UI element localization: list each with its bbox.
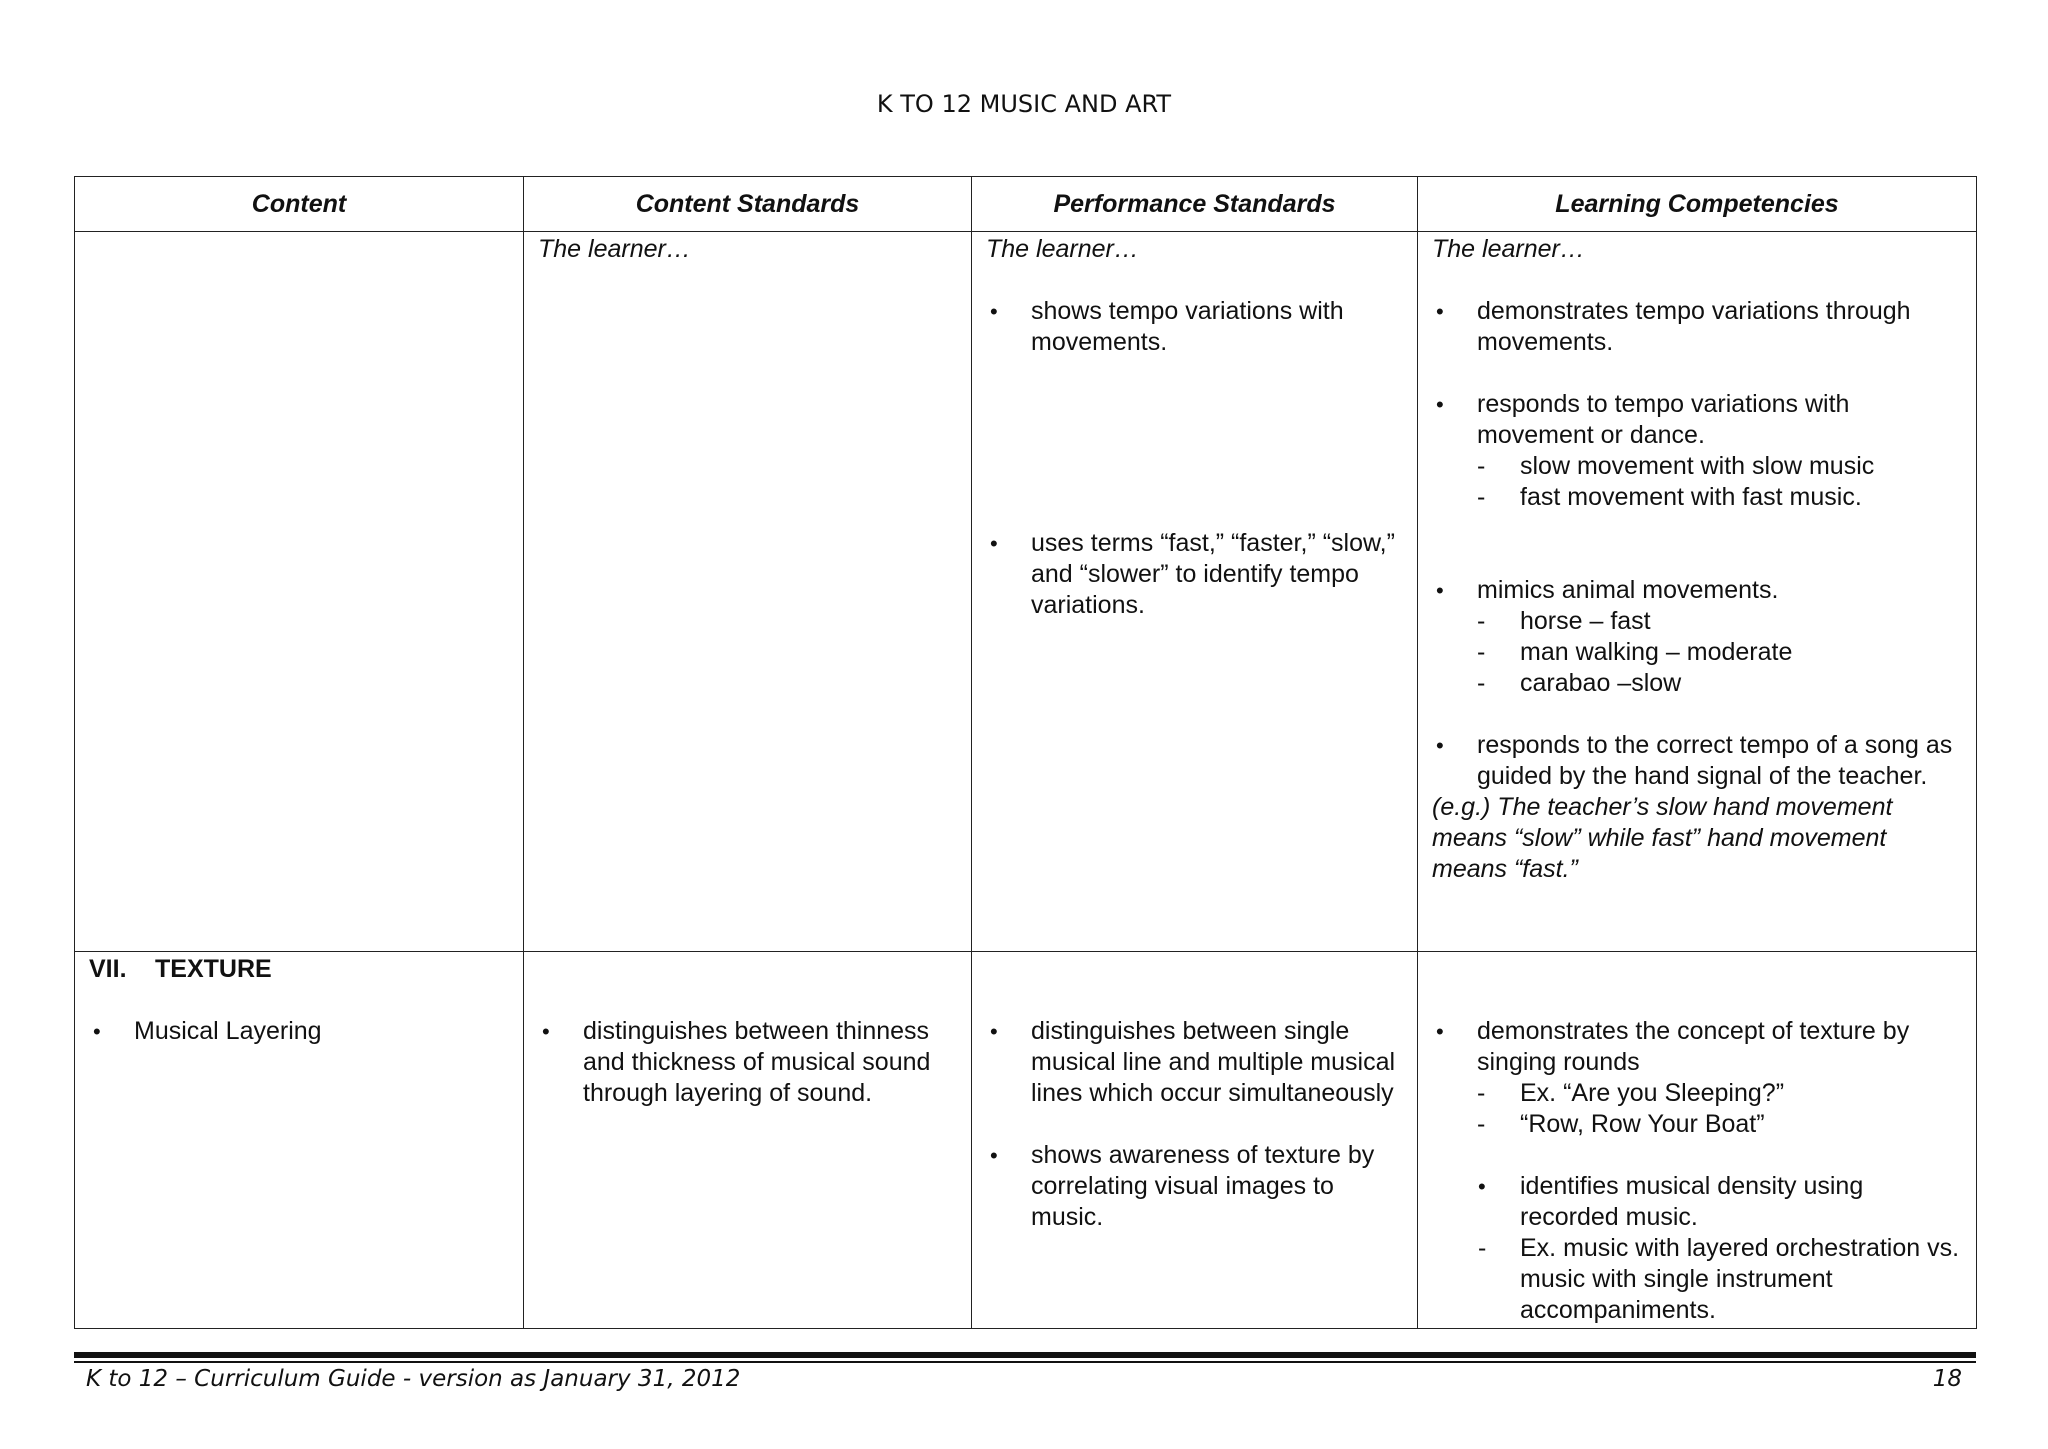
sub-item: - fast movement with fast music.: [1477, 482, 1962, 513]
performance-standards-cell: [972, 952, 1418, 1329]
learner-intro: The learner…: [1432, 235, 1585, 263]
sub-item: - “Row, Row Your Boat”: [1477, 1109, 1962, 1140]
learning-competencies-cell: [1418, 952, 1977, 1329]
page-number: 18: [1932, 1366, 1962, 1392]
competency-item: • responds to the correct tempo of a song as guided by the hand signal of the teacher.: [1432, 730, 1962, 792]
competency-item: [1432, 575, 1962, 699]
example-note: (e.g.) The teacher’s slow hand movement means “slow” while fast” hand movement means “fast.”: [1432, 793, 1893, 883]
table-row: [75, 952, 1977, 1329]
performance-item: • shows awareness of texture by correlating visual images to music.: [986, 1140, 1403, 1233]
content-standards-cell: [524, 952, 972, 1329]
learning-competencies-cell: [1418, 232, 1977, 952]
content-standards-cell: [524, 232, 972, 952]
sub-item: - Ex. music with layered orchestration vs. music with single instrument accompaniments.: [1432, 1233, 1962, 1326]
competency-text: mimics animal movements.: [1477, 576, 1779, 604]
performance-item: • distinguishes between single musical line and multiple musical lines which occur simultaneously: [986, 1016, 1403, 1109]
sub-item: - horse – fast: [1477, 606, 1962, 637]
competency-text: demonstrates the concept of texture by singing rounds: [1477, 1017, 1910, 1076]
content-cell: [75, 952, 524, 1329]
learner-intro: The learner…: [538, 235, 691, 263]
sub-item: - Ex. “Are you Sleeping?”: [1477, 1078, 1962, 1109]
content-standard-item: • distinguishes between thinness and thickness of musical sound through layering of sound.: [538, 1016, 957, 1109]
section-number: VII.: [89, 955, 127, 983]
column-header-learning-competencies: Learning Competencies: [1418, 177, 1977, 232]
performance-item: • uses terms “fast,” “faster,” “slow,” and “slower” to identify tempo variations.: [986, 528, 1403, 621]
table-header-row: [75, 177, 1977, 232]
sub-item: - slow movement with slow music: [1477, 451, 1962, 482]
column-header-content: Content: [75, 177, 524, 232]
content-item: • Musical Layering: [89, 1016, 509, 1047]
section-heading: [89, 954, 509, 985]
column-header-content-standards: Content Standards: [524, 177, 972, 232]
competency-item: • identifies musical density using recorded music.: [1432, 1171, 1962, 1233]
column-header-performance-standards: Performance Standards: [972, 177, 1418, 232]
sub-item: - man walking – moderate: [1477, 637, 1962, 668]
page-header: K TO 12 MUSIC AND ART: [876, 90, 1172, 118]
content-cell: [75, 232, 524, 952]
table-row: [75, 232, 1977, 952]
footer-version-text: K to 12 – Curriculum Guide - version as January 31, 2012: [86, 1366, 741, 1392]
competency-text: responds to tempo variations with movement or dance.: [1477, 390, 1850, 449]
competency-item: • demonstrates tempo variations through movements.: [1432, 296, 1962, 358]
competency-item: [1432, 389, 1962, 513]
performance-item: • shows tempo variations with movements.: [986, 296, 1403, 358]
curriculum-table: [74, 176, 1977, 1329]
footer-rule-thick: [74, 1352, 1976, 1358]
learner-intro: The learner…: [986, 235, 1139, 263]
section-title: TEXTURE: [155, 955, 272, 983]
sub-item: - carabao –slow: [1477, 668, 1962, 699]
footer-rule-thin: [74, 1361, 1976, 1363]
performance-standards-cell: [972, 232, 1418, 952]
competency-item: [1432, 1016, 1962, 1140]
